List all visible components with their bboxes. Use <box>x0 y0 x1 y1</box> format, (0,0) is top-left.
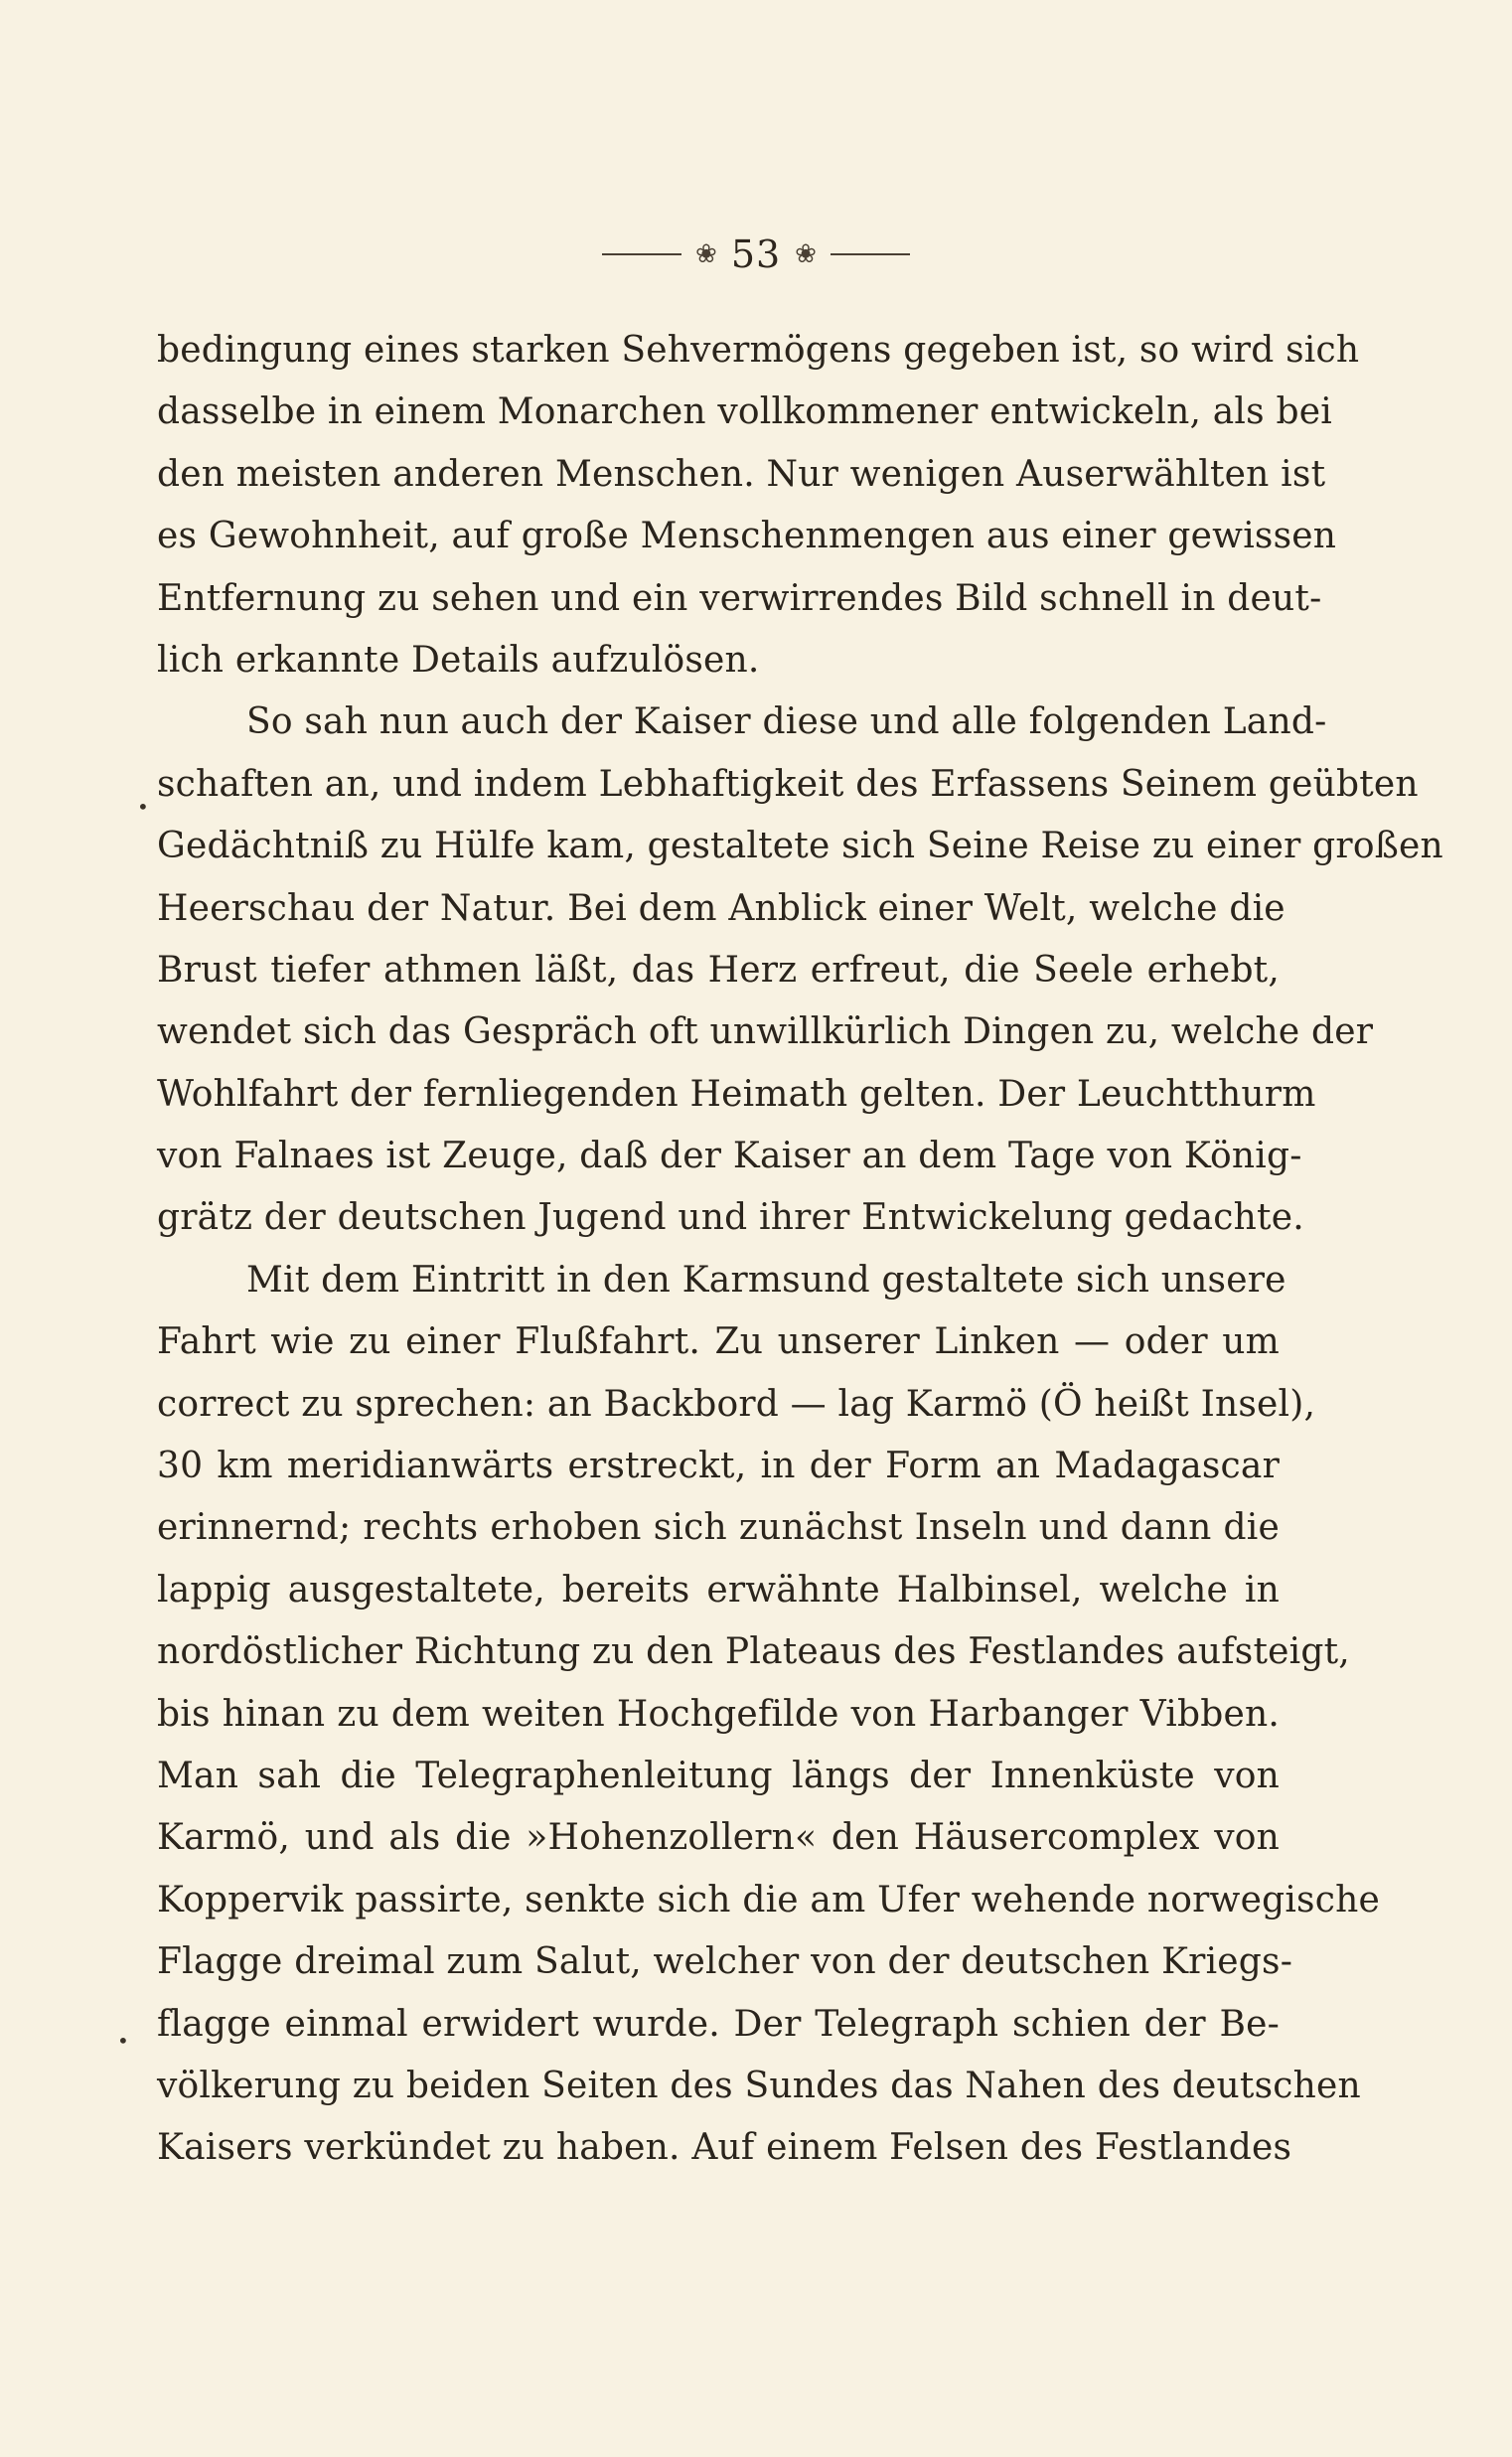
text-line: Brust tiefer athmen läßt, das Herz erfreut, die Seele erhebt, <box>157 949 1280 991</box>
text-line: bedingung eines starken Sehvermögens gegeben ist, so wird sich <box>157 330 1360 371</box>
page-header <box>0 227 1512 282</box>
ink-speck-mark: • <box>137 795 149 819</box>
flourish-left-icon: ❀ <box>695 239 717 269</box>
text-line: bis hinan zu dem weiten Hochgefilde von Harbanger Vibben. <box>157 1693 1280 1735</box>
text-line: Kaisers verkündet zu haben. Auf einem Felsen des Festlandes <box>157 2127 1292 2169</box>
text-line: 30 km meridianwärts erstreckt, in der Form an Madagascar <box>157 1446 1280 1487</box>
text-line: flagge einmal erwidert wurde. Der Telegraph schien der Be- <box>157 2003 1280 2045</box>
page-number: 53 <box>730 232 782 276</box>
text-line: erinnernd; rechts erhoben sich zunächst Inseln und dann die <box>157 1507 1280 1549</box>
text-line: grätz der deutschen Jugend und ihrer Entwickelung gedachte. <box>157 1197 1304 1239</box>
text-line: Gedächtniß zu Hülfe kam, gestaltete sich Seine Reise zu einer großen <box>157 826 1443 867</box>
text-line: es Gewohnheit, auf große Menschenmengen aus einer gewissen <box>157 516 1337 557</box>
header-rule-left <box>602 253 681 255</box>
text-line: Koppervik passirte, senkte sich die am Ufer wehende norwegische <box>157 1879 1380 1920</box>
text-line: den meisten anderen Menschen. Nur wenigen Auserwählten ist <box>157 453 1326 495</box>
ink-speck-mark: • <box>117 2029 129 2053</box>
header-rule-right <box>831 253 910 255</box>
text-line: Wohlfahrt der fernliegenden Heimath gelten. Der Leuchtthurm <box>157 1073 1316 1115</box>
body-text <box>157 320 1443 2180</box>
text-line: von Falnaes ist Zeuge, daß der Kaiser an dem Tage von König- <box>157 1136 1302 1177</box>
text-line: nordöstlicher Richtung zu den Plateaus des Festlandes aufsteigt, <box>157 1631 1350 1673</box>
text-line: völkerung zu beiden Seiten des Sundes das Nahen des deutschen <box>157 2065 1361 2106</box>
flourish-right-icon: ❀ <box>795 239 817 269</box>
text-line: schaften an, und indem Lebhaftigkeit des Erfassens Seinem geübten <box>157 763 1419 805</box>
text-line: wendet sich das Gespräch oft unwillkürlich Dingen zu, welche der <box>157 1011 1374 1053</box>
text-line: correct zu sprechen: an Backbord — lag Karmö (Ö heißt Insel), <box>157 1383 1316 1425</box>
text-line: lich erkannte Details aufzulösen. <box>157 639 760 681</box>
text-line: Flagge dreimal zum Salut, welcher von der deutschen Kriegs- <box>157 1941 1293 1983</box>
text-line: lappig ausgestaltete, bereits erwähnte Halbinsel, welche in <box>157 1569 1280 1611</box>
text-line: Fahrt wie zu einer Flußfahrt. Zu unserer Linken — oder um <box>157 1321 1280 1363</box>
text-line: Karmö, und als die »Hohenzollern« den Häusercomplex von <box>157 1817 1280 1859</box>
text-line: Entfernung zu sehen und ein verwirrendes Bild schnell in deut- <box>157 577 1322 619</box>
text-line: Man sah die Telegraphenleitung längs der Innenküste von <box>157 1755 1280 1796</box>
text-line: dasselbe in einem Monarchen vollkommener entwickeln, als bei <box>157 391 1332 433</box>
text-line: Mit dem Eintritt in den Karmsund gestaltete sich unsere <box>246 1259 1286 1301</box>
text-line: Heerschau der Natur. Bei dem Anblick einer Welt, welche die <box>157 887 1285 929</box>
text-line: So sah nun auch der Kaiser diese und alle folgenden Land- <box>246 701 1327 743</box>
